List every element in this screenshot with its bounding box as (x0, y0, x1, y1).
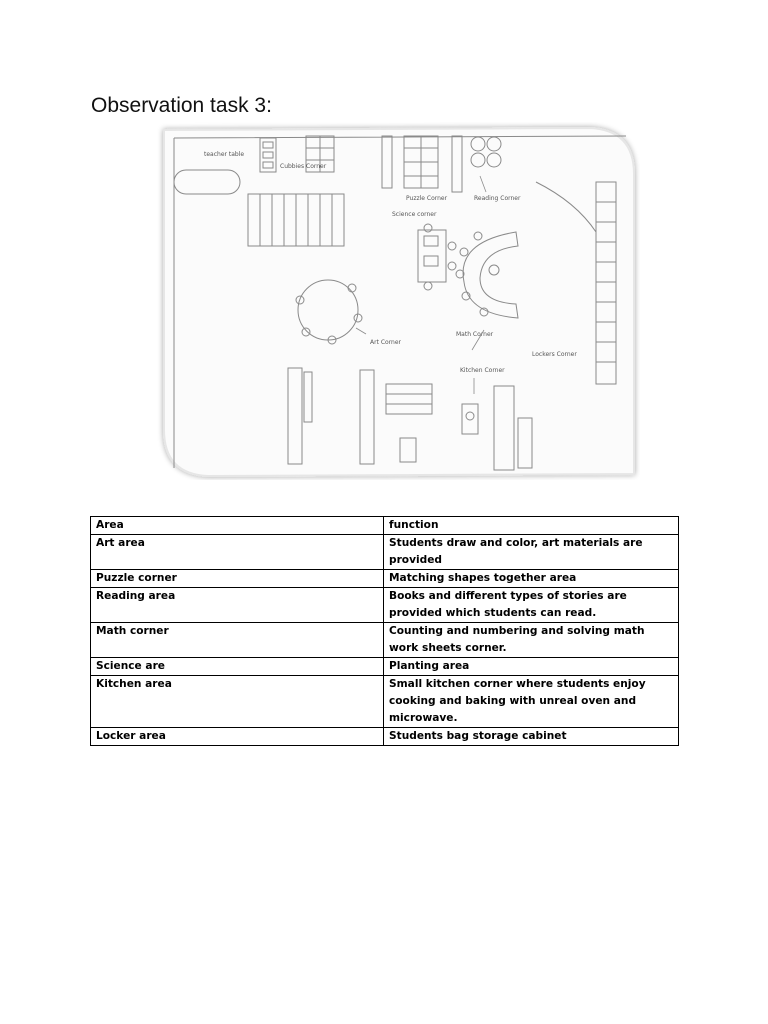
table-row (91, 676, 679, 728)
label-reading-corner: Reading Corner (474, 195, 521, 202)
table-header-row (91, 517, 679, 535)
function-cell: Counting and numbering and solving math work sheets corner. (384, 623, 679, 658)
area-cell: Science are (91, 658, 384, 676)
function-cell: Matching shapes together area (384, 570, 679, 588)
table-row (91, 728, 679, 746)
area-cell: Puzzle corner (91, 570, 384, 588)
table-header-area: Area (91, 517, 384, 535)
label-science-corner: Science corner (392, 211, 437, 218)
area-cell: Art area (91, 535, 384, 570)
area-cell: Reading area (91, 588, 384, 623)
area-cell: Locker area (91, 728, 384, 746)
label-kitchen-corner: Kitchen Corner (460, 367, 505, 374)
function-cell: Books and different types of stories are provided which students can read. (384, 588, 679, 623)
area-cell: Kitchen area (91, 676, 384, 728)
table-row (91, 588, 679, 623)
function-cell: Small kitchen corner where students enjoy cooking and baking with unreal oven and microwave. (384, 676, 679, 728)
label-art-corner: Art Corner (370, 339, 402, 346)
function-cell: Students draw and color, art materials are provided (384, 535, 679, 570)
classroom-floor-plan-sketch (156, 122, 640, 480)
function-cell: Students bag storage cabinet (384, 728, 679, 746)
table-header-function: function (384, 517, 679, 535)
table-row (91, 570, 679, 588)
label-lockers-corner: Lockers Corner (532, 351, 577, 358)
function-cell: Planting area (384, 658, 679, 676)
page-heading: Observation task 3: (91, 94, 272, 117)
table-row (91, 623, 679, 658)
label-puzzle-corner: Puzzle Corner (406, 195, 448, 202)
table-row (91, 535, 679, 570)
table-row (91, 658, 679, 676)
area-cell: Math corner (91, 623, 384, 658)
label-math-corner: Math Corner (456, 331, 494, 338)
label-teacher-table: teacher table (204, 151, 245, 158)
label-cubbies-corner: Cubbies Corner (280, 163, 327, 170)
areas-table (90, 516, 679, 746)
